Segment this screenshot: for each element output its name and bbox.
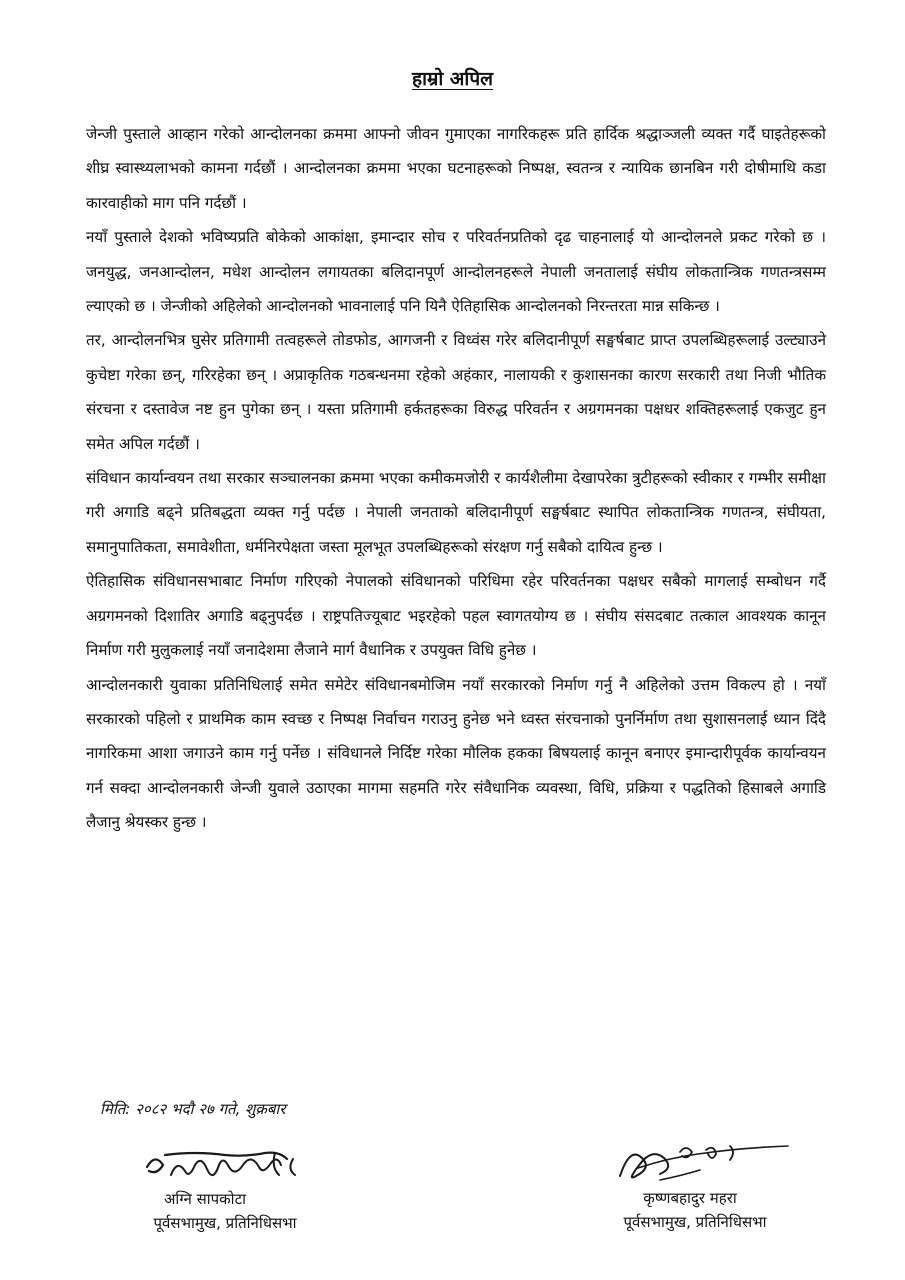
- signature-left-image: [125, 1145, 325, 1187]
- signatory-right-name: कृष्णबहादुर महरा: [643, 1189, 737, 1207]
- paragraph-6: आन्दोलनकारी युवाका प्रतिनिधिलाई समेत समेटेर संविधानबमोजिम नयाँ सरकारको निर्माण गर्नु नै अहिलेको उत्तम विकल्प हो । नयाँ सरकारको पहिलो र प्राथमिक काम स्वच्छ र निष्पक्ष निर्वाचन गराउनु हुनेछ भने ध्वस्त संरचनाको पुनर्निर्माण तथा सुशासनलाई ध्यान दिंदै नागरिकमा आशा जगाउने काम गर्नु पर्नेछ । संविधानले निर्दिष्ट गरेका मौलिक हकका बिषयलाई कानून बनाएर इमान्दारीपूर्वक कार्यान्वयन गर्न सक्दा आन्दोलनकारी जेन्जी युवाले उठाएका मागमा सहमति गरेर संवैधानिक व्यवस्था, विधि, प्रक्रिया र पद्धतिको हिसाबले अगाडि लैजानु श्रेयस्कर हुन्छ ।: [86, 675, 826, 832]
- paragraph-2: नयाँ पुस्ताले देशको भविष्यप्रति बोकेको आकांक्षा, इमान्दार सोच र परिवर्तनप्रतिको दृढ चाहनालाई यो आन्दोलनले प्रकट गरेको छ । जनयुद्ध, जनआन्दोलन, मधेश आन्दोलन लगायतका बलिदानपूर्ण आन्दोलनहरूले नेपाली जनतालाई संघीय लोकतान्त्रिक गणतन्त्रसम्म ल्याएको छ । जेन्जीको अहिलेको आन्दोलनको भावनालाई पनि यिनै ऐतिहासिक आन्दोलनको निरन्तरता मान्न सकिन्छ ।: [86, 228, 826, 316]
- paragraph-3: तर, आन्दोलनभित्र घुसेर प्रतिगामी तत्वहरूले तोडफोड, आगजनी र विध्वंस गरेर बलिदानीपूर्ण सङ्घर्षबाट प्राप्त उपलब्धिहरूलाई उल्ट्याउने कुचेष्टा गरेका छन्, गरिरहेका छन् । अप्राकृतिक गठबन्धनमा रहेको अहंकार, नालायकी र कुशासनका कारण सरकारी तथा निजी भौतिक संरचना र दस्तावेज नष्ट हुन पुगेका छन् । यस्ता प्रतिगामी हर्कतहरूका विरुद्ध परिवर्तन र अग्रगमनका पक्षधर शक्तिहरूलाई एकजुट हुन समेत अपिल गर्दछौं ।: [86, 331, 826, 453]
- paragraph-1: जेन्जी पुस्ताले आव्हान गरेको आन्दोलनका क्रममा आफ्नो जीवन गुमाएका नागरिकहरू प्रति हार्दिक श्रद्धाञ्जली व्यक्त गर्दै घाइतेहरूको शीघ्र स्वास्थ्यलाभको कामना गर्दछौं । आन्दोलनका क्रममा भएका घटनाहरूको निष्पक्ष, स्वतन्त्र र न्यायिक छानबिन गरी दोषीमाथि कडा कारवाहीको माग पनि गर्दछौं ।: [86, 125, 826, 212]
- signatory-left-title: पूर्वसभामुख, प्रतिनिधिसभा: [153, 1214, 297, 1232]
- document-title-text: हाम्रो अपिल: [411, 68, 494, 90]
- signatory-right: [580, 1140, 810, 1234]
- letter-body: [86, 117, 826, 840]
- paragraph-5: ऐतिहासिक संविधानसभाबाट निर्माण गरिएको नेपालको संविधानको परिधिमा रहेर परिवर्तनका पक्षधर सबैको मागलाई सम्बोधन गर्दै अग्रगमनको दिशातिर अगाडि बढ्नुपर्दछ । राष्ट्रपतिज्यूबाट भइरहेको पहल स्वागतयोग्य छ । संघीय संसदबाट तत्काल आवश्यक कानून निर्माण गरी मुलुकलाई नयाँ जनादेशमा लैजाने मार्ग वैधानिक र उपयुक्त विधि हुनेछ ।: [86, 572, 826, 660]
- signature-right-image: [580, 1140, 810, 1186]
- document-title: [0, 66, 905, 92]
- letter-date: मिति: २०८२ भदौ २७ गते, शुक्रबार: [100, 1100, 286, 1118]
- signatory-left: [100, 1145, 350, 1235]
- signatory-left-name: अग्नि सापकोटा: [163, 1190, 247, 1208]
- paragraph-4: संविधान कार्यान्वयन तथा सरकार सञ्चालनका क्रममा भएका कमीकमजोरी र कार्यशैलीमा देखापरेका त्रुटीहरूको स्वीकार र गम्भीर समीक्षा गरी अगाडि बढ्ने प्रतिबद्धता व्यक्त गर्नु पर्दछ । नेपाली जनताको बलिदानीपूर्ण सङ्घर्षबाट स्थापित लोकतान्त्रिक गणतन्त्र, संघीयता, समानुपातिकता, समावेशीता, धर्मनिरपेक्षता जस्ता मूलभूत उपलब्धिहरूको संरक्षण गर्नु सबैको दायित्व हुन्छ ।: [86, 469, 826, 556]
- signatory-right-title: पूर्वसभामुख, प्रतिनिधिसभा: [623, 1213, 767, 1231]
